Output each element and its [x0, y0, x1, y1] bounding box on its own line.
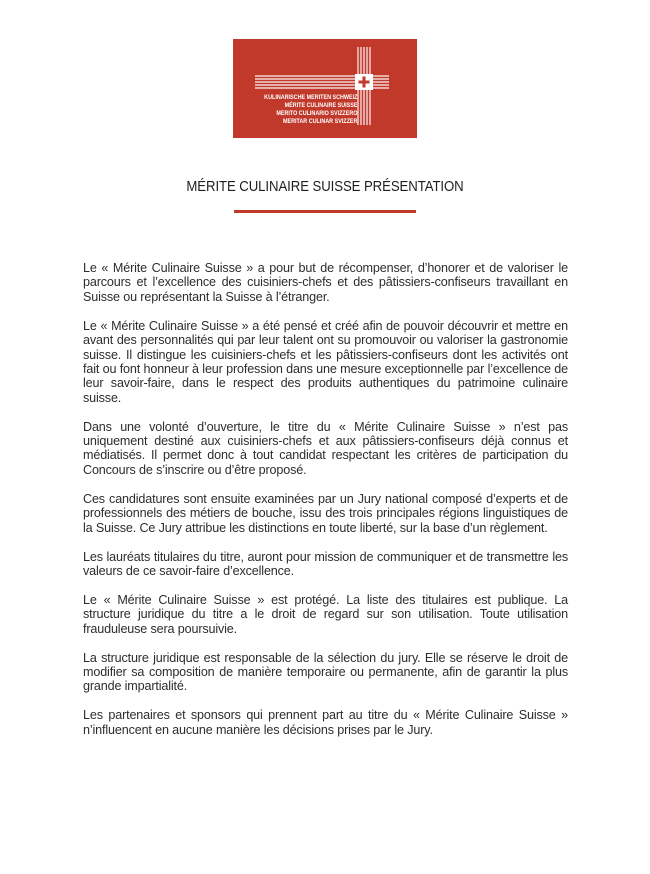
logo-line-german: KULINARISCHE MERITEN SCHWEIZ — [263, 94, 357, 101]
page-title: MÉRITE CULINAIRE SUISSE PRÉSENTATION — [186, 178, 464, 195]
paragraph-jury: Ces candidatures sont ensuite examinées par un Jury national composé d’experts et de professionnels des métiers de bouche, issu des trois principales régions linguistiques de la Suisse. Ce Jury attribue les distinctions en toute liberté, sur la base d’un règlement. — [83, 491, 568, 535]
logo-line-romansh: MERITAR CULINAR SVIZZER — [282, 118, 357, 126]
paragraph-purpose: Le « Mérite Culinaire Suisse » a pour but de récompenser, d’honorer et de valoriser le parcours et l’excellence des cuisiniers-chefs et des pâtissiers-confiseurs travaillant en Suisse ou représentant la Suisse à l’étranger. — [83, 261, 568, 304]
paragraph-sponsors: Les partenaires et sponsors qui prennent part au titre du « Mérite Culinaire Suisse » n’influencent en aucune manière les décisions prises par le Jury. — [83, 708, 568, 737]
title-divider — [234, 210, 416, 213]
paragraph-laureates: Les lauréats titulaires du titre, auront pour mission de communiquer et de transmettre les valeurs de ce savoir-faire d’excellence. — [83, 549, 568, 578]
paragraph-openness: Dans une volonté d’ouverture, le titre du « Mérite Culinaire Suisse » n’est pas uniquement destiné aux cuisiniers-chefs et aux pâtissiers-confiseurs déjà connus et médiatisés. Il permet donc à tout candidat respectant les critères de participation du Concours de s’inscrire ou d’être proposé. — [83, 419, 568, 477]
logo-wordmark — [264, 94, 357, 126]
paragraph-creation: Le « Mérite Culinaire Suisse » a été pensé et créé afin de pouvoir découvrir et mettre en avant des personnalités qui par leur talent ont su promouvoir ou valoriser la gastronomie suisse. Il distingue les cuisiniers-chefs et les pâtissiers-confiseurs dont les activités ont fait ou font honneur à leur profession dans une mesure exceptionnelle par l’excellence de leur savoir-faire, dans le respect des produits authentiques du patrimoine culinaire suisse. — [83, 318, 568, 405]
paragraph-protection: Le « Mérite Culinaire Suisse » est protégé. La liste des titulaires est publique. La structure juridique du titre a le droit de regard sur son utilisation. Toute utilisation frauduleuse sera poursuivie. — [83, 592, 568, 636]
logo-line-italian: MERITO CULINARIO SVIZZERO — [275, 110, 357, 118]
paragraph-legal-structure: La structure juridique est responsable de la sélection du jury. Elle se réserve le droit de modifier sa composition de manière temporaire ou permanente, afin de garantir la plus grande impartialité. — [83, 650, 568, 694]
document-body — [83, 261, 568, 752]
logo-line-french: MÉRITE CULINAIRE SUISSE — [284, 102, 357, 110]
logo — [233, 39, 417, 138]
